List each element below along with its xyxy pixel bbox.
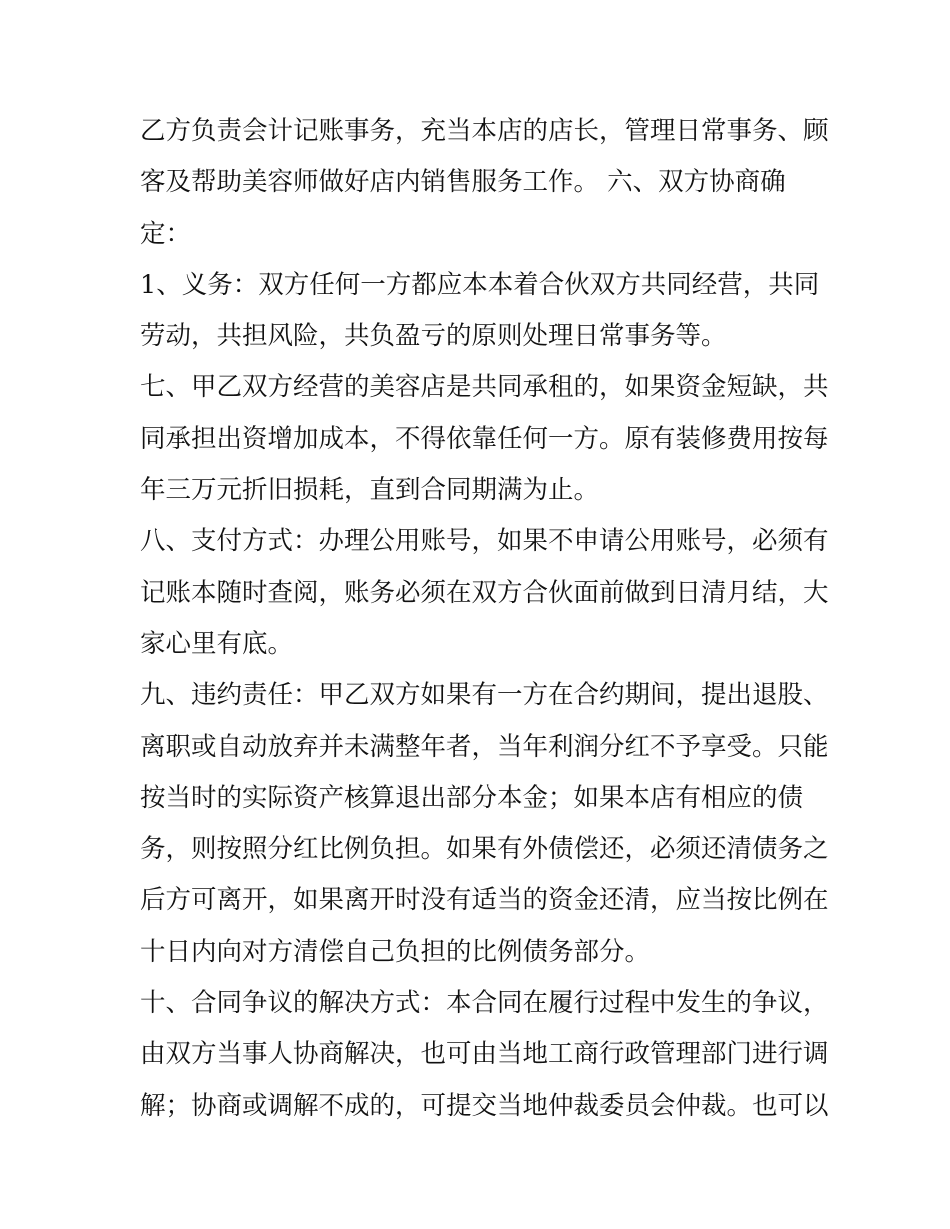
contract-text-body — [140, 106, 829, 1132]
text-line: 1、义务：双方任何一方都应本本着合伙双方共同经营，共同 — [140, 269, 820, 300]
text-line: 家心里有底。 — [140, 628, 294, 659]
text-line: 七、甲乙双方经营的美容店是共同承租的，如果资金短缺，共 — [140, 372, 829, 403]
text-line: 十日内向对方清偿自己负担的比例债务部分。 — [140, 936, 651, 967]
text-line: 乙方负责会计记账事务，充当本店的店长，管理日常事务、顾 — [140, 116, 829, 146]
text-line: 按当时的实际资产核算退出部分本金；如果本店有相应的债 — [140, 782, 804, 813]
text-line: 年三万元折旧损耗，直到合同期满为止。 — [140, 475, 600, 506]
text-line: 记账本随时查阅，账务必须在双方合伙面前做到日清月结，大 — [140, 577, 829, 608]
text-line: 后方可离开，如果离开时没有适当的资金还清，应当按比例在 — [140, 885, 829, 916]
text-line: 客及帮助美容师做好店内销售服务工作。 六、双方协商确 — [140, 167, 786, 198]
text-line: 劳动，共担风险，共负盈亏的原则处理日常事务等。 — [140, 321, 727, 352]
text-line: 务，则按照分红比例负担。如果有外债偿还，必须还清债务之 — [140, 834, 829, 865]
text-line: 同承担出资增加成本，不得依靠任何一方。原有装修费用按每 — [140, 423, 829, 454]
text-line: 解；协商或调解不成的，可提交当地仲裁委员会仲裁。也可以 — [140, 1090, 829, 1121]
text-line: 十、合同争议的解决方式：本合同在履行过程中发生的争议， — [140, 988, 829, 1019]
text-line: 八、支付方式：办理公用账号，如果不申请公用账号，必须有 — [140, 526, 829, 557]
text-line: 定： — [140, 218, 192, 249]
text-line: 由双方当事人协商解决，也可由当地工商行政管理部门进行调 — [140, 1039, 829, 1070]
text-line: 九、违约责任：甲乙双方如果有一方在合约期间，提出退股、 — [140, 680, 829, 711]
text-line: 离职或自动放弃并未满整年者，当年利润分红不予享受。只能 — [140, 731, 829, 762]
